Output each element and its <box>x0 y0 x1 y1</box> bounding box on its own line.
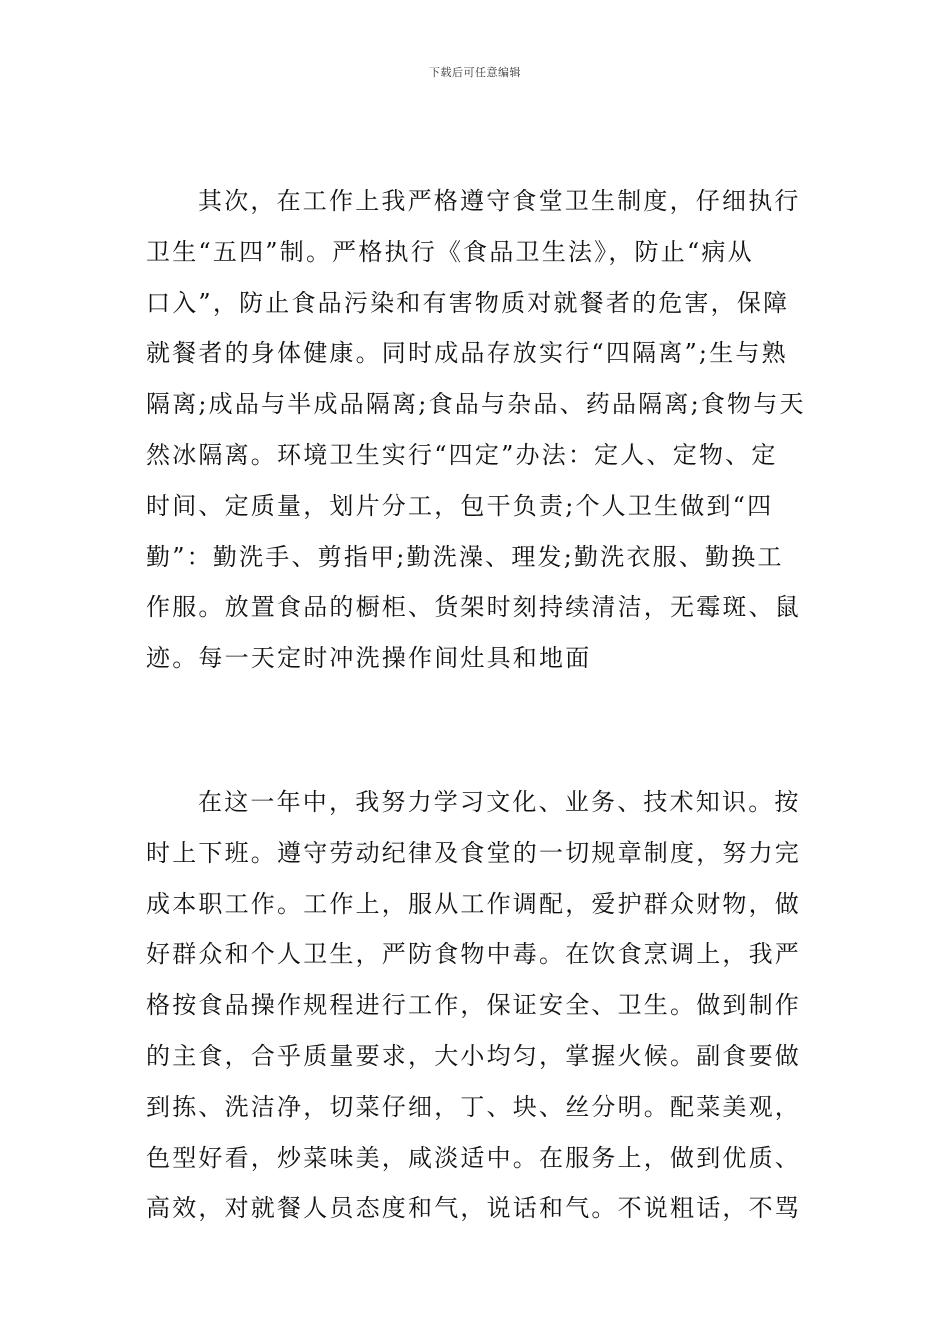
paragraph-line: 迹。每一天定时冲洗操作间灶具和地面 <box>146 644 592 673</box>
paragraph-line: 然冰隔离。环境卫生实行“四定”办法：定人、定物、定 <box>146 440 778 469</box>
paragraph-line: 的主食，合乎质量要求，大小均匀，掌握火候。副食要做 <box>146 1041 801 1070</box>
paragraph-line: 勤”：勤洗手、剪指甲;勤洗澡、理发;勤洗衣服、勤换工 <box>146 542 784 571</box>
page-header-note: 下载后可任意编辑 <box>429 66 521 79</box>
paragraph-line: 成本职工作。工作上，服从工作调配，爱护群众财物，做 <box>146 889 801 918</box>
paragraph-line: 好群众和个人卫生，严防食物中毒。在饮食烹调上，我严 <box>146 940 801 969</box>
paragraph-yearly-work <box>146 777 810 1234</box>
paragraph-line: 时上下班。遵守劳动纪律及食堂的一切规章制度，努力完 <box>146 838 801 867</box>
paragraph-line: 到拣、洗洁净，切菜仔细，丁、块、丝分明。配菜美观， <box>146 1092 801 1121</box>
paragraph-line: 口入”，防止食品污染和有害物质对就餐者的危害，保障 <box>146 288 790 317</box>
paragraph-line: 其次，在工作上我严格遵守食堂卫生制度，仔细执行 <box>198 187 801 215</box>
paragraph-line: 就餐者的身体健康。同时成品存放实行“四隔离”;生与熟 <box>146 339 788 368</box>
paragraph-line: 作服。放置食品的橱柜、货架时刻持续清洁，无霉斑、鼠 <box>146 593 801 622</box>
paragraph-line: 高效，对就餐人员态度和气，说话和气。不说粗话，不骂 <box>146 1194 801 1223</box>
paragraph-line: 卫生“五四”制。严格执行《食品卫生法》，防止“病从 <box>146 237 754 266</box>
paragraph-line: 时间、定质量，划片分工，包干负责;个人卫生做到“四 <box>146 491 774 520</box>
paragraph-line: 隔离;成品与半成品隔离;食品与杂品、药品隔离;食物与天 <box>146 390 806 419</box>
paragraph-line: 色型好看，炒菜味美，咸淡适中。在服务上，做到优质、 <box>146 1143 801 1172</box>
paragraph-line: 格按食品操作规程进行工作，保证安全、卫生。做到制作 <box>146 991 801 1020</box>
paragraph-hygiene <box>146 176 810 684</box>
paragraph-line: 在这一年中，我努力学习文化、业务、技术知识。按 <box>198 788 801 816</box>
